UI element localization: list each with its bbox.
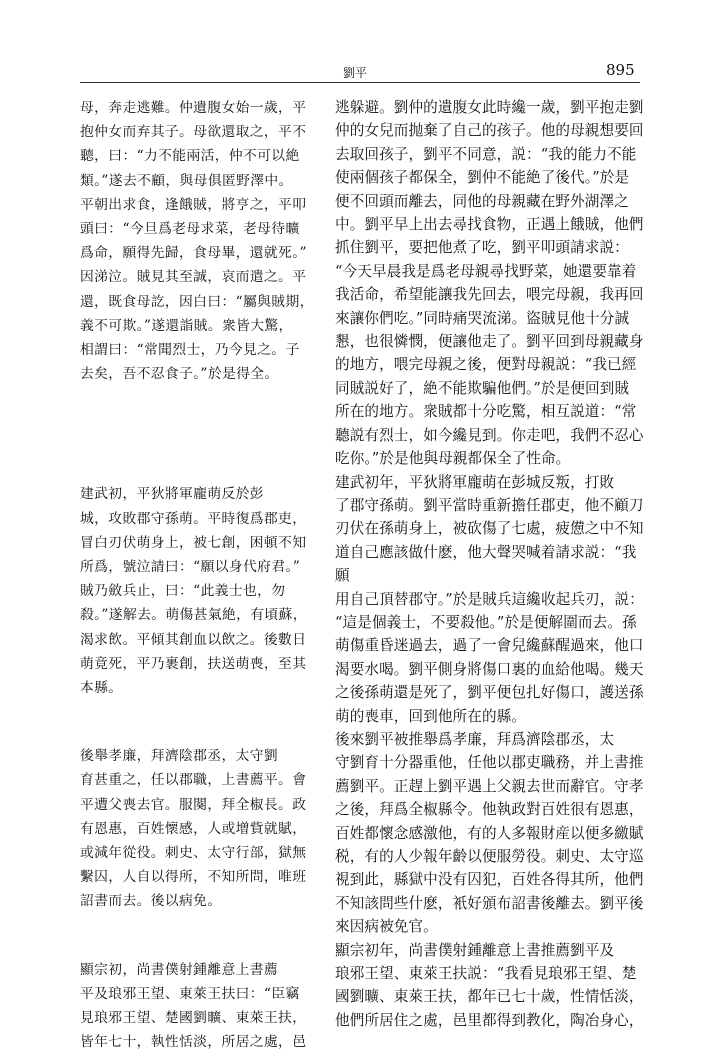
translation-paragraph: 逃躲避。劉仲的遺腹女此時纔一歲，劉平抱走劉 仲的女兒而抛棄了自己的孩子。他的母親想要回 去取回孩子，劉平不同意，説：“我的能力不能 使兩個孩子都保全，劉仲不能絶了後代。”於是 便不回頭而離去，同他的母親藏在野外湖澤之 中。劉平早上出去尋找食物，正遇上餓賊，他們 抓住劉平，要把他煮了吃，劉平叩頭請求説： “今天早晨我是爲老母親尋找野菜，她還要靠着 我活命，希望能讓我先回去，喂完母親，我再回 來讓你們吃。”同時痛哭流涕。盜賊見他十分誠 懇，也很憐憫，便讓他走了。劉平回到母親藏身 的地方，喂完母親之後，便對母親説：“我已經 同賊説好了，絶不能欺騙他們。”於是便回到賊 所在的地方。衆賊都十分吃驚，相互説道：“常 聽説有烈士，如今纔見到。你走吧，我們不忍心 吃你。”於是他與母親都保全了性命。 bbox=[335, 99, 644, 468]
classical-paragraph: 顯宗初，尚書僕射鍾離意上書薦 平及琅邪王望、東萊王扶曰：“臣竊 見琅邪王望、楚國劉曠、東萊王扶， 皆年七十，執性恬淡，所居之處，邑 bbox=[80, 961, 307, 1051]
classical-paragraph: 後舉孝廉，拜濟陰郡丞，太守劉 育甚重之，任以郡職，上書薦平。會 平遭父喪去官。服闋，拜全椒長。政 有恩惠，百姓懷感，人或增貲就賦， 或減年從役。刺史、太守行部，獄無 繫囚，人自以得所，不知所問，唯班 詔書而去。後以病免。 bbox=[80, 748, 307, 910]
translation-paragraph: 顯宗初年，尚書僕射鍾離意上書推薦劉平及 琅邪王望、東萊王扶説：“我看見琅邪王望、楚 國劉曠、東萊王扶，都年已七十歲，性情恬淡， 他們所居住之處，邑里都得到教化，陶冶身心， bbox=[335, 941, 644, 1029]
translation-paragraph: 建武初年，平狄將軍龐萌在彭城反叛，打敗 了郡守孫萌。劉平當時重新擔任郡吏，他不顧刀 刃伏在孫萌身上，被砍傷了七處，疲憊之中不知 道自己應該做什麽，他大聲哭喊着請求説：“我願 用自己頂替郡守。”於是賊兵這纔收起兵刃，説： “這是個義士，不要殺他。”於是便解圍而去。孫 萌傷重昏迷過去，過了一會兒纔蘇醒過來，他口 渴要水喝。劉平側身將傷口裏的血給他喝。幾天 之後孫萌還是死了，劉平便包扎好傷口，護送孫 萌的喪車，回到他所在的縣。 bbox=[335, 473, 644, 725]
header-rule bbox=[80, 82, 640, 83]
running-title: 劉平 bbox=[343, 66, 368, 80]
classical-text-column bbox=[80, 96, 328, 1055]
page-number: 895 bbox=[606, 61, 635, 79]
classical-paragraph: 建武初，平狄將軍龐萌反於彭 城，攻敗郡守孫萌。平時復爲郡吏， 冒白刃伏萌身上，被七創，困頓不知 所爲，號泣請曰：“願以身代府君。” 賊乃斂兵止，曰：“此義士也，勿 殺。”遂解去。萌傷甚氣絶，有頃蘇， 渴求飲。平傾其創血以飲之。後數日 萌竟死，平乃裹創，扶送萌喪，至其 本縣。 bbox=[80, 486, 307, 697]
page-header bbox=[0, 58, 716, 80]
classical-paragraph: 母，奔走逃難。仲遺腹女始一歲，平 抱仲女而弃其子。母欲還取之，平不 聽，曰：“力不能兩活，仲不可以絶 類。”遂去不顧，與母俱匿野澤中。 平朝出求食，逢餓賊，將亨之，平叩 頭曰：“今旦爲老母求菜，老母待曠 爲命，願得先歸，食母畢，還就死。” 因涕泣。賊見其至誠，哀而遣之。平 還，既食母訖，因白曰：“屬與賊期， 義不可欺。”遂還詣賊。衆皆大驚， 相謂曰：“常聞烈士，乃今見之。子 去矣，吾不忍食子。”於是得全。 bbox=[80, 100, 314, 383]
translation-text-column bbox=[335, 96, 645, 1032]
translation-paragraph: 後來劉平被推舉爲孝廉，拜爲濟陰郡丞，太 守劉育十分器重他，任他以郡吏職務，并上書推 薦劉平。正趕上劉平遇上父親去世而辭官。守孝 之後，拜爲全椒縣令。他執政對百姓很有恩惠， 百姓都懷念感激他，有的人多報財産以便多繳賦 税，有的人少報年齡以便服勞役。刺史、太守巡 視到此，縣獄中没有囚犯，百姓各得其所，他們 不知該問些什麽，衹好頒布詔書後離去。劉平後 來因病被免官。 bbox=[335, 730, 644, 936]
